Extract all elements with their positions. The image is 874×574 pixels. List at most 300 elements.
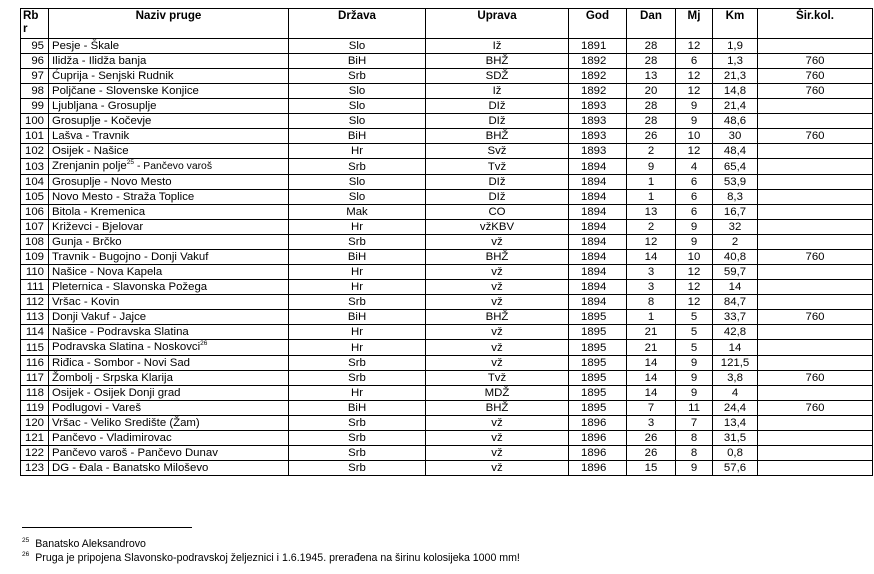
cell-uprava: vž <box>426 431 569 446</box>
cell-god: 1894 <box>569 295 627 310</box>
cell-uprava: vžKBV <box>426 220 569 235</box>
cell-uprava: DIž <box>426 99 569 114</box>
cell-drzava: Hr <box>289 386 426 401</box>
cell-mj: 5 <box>676 325 713 340</box>
cell-god: 1894 <box>569 235 627 250</box>
cell-sir: 760 <box>758 84 873 99</box>
cell-rbr: 106 <box>21 205 49 220</box>
cell-naziv: Vršac - Veliko Središte (Žam) <box>49 416 289 431</box>
cell-mj: 9 <box>676 386 713 401</box>
cell-mj: 9 <box>676 371 713 386</box>
cell-km: 3,8 <box>713 371 758 386</box>
cell-km: 30 <box>713 129 758 144</box>
table-row <box>21 190 873 205</box>
header-row <box>21 9 873 39</box>
cell-mj: 10 <box>676 129 713 144</box>
cell-km: 32 <box>713 220 758 235</box>
cell-mj: 6 <box>676 205 713 220</box>
cell-sir <box>758 265 873 280</box>
cell-dan: 28 <box>627 39 676 54</box>
cell-god: 1894 <box>569 265 627 280</box>
cell-god: 1892 <box>569 54 627 69</box>
cell-uprava: BHŽ <box>426 310 569 325</box>
cell-km: 42,8 <box>713 325 758 340</box>
cell-naziv: Pančevo varoš - Pančevo Dunav <box>49 446 289 461</box>
cell-uprava: DIž <box>426 114 569 129</box>
cell-km: 8,3 <box>713 190 758 205</box>
cell-dan: 26 <box>627 431 676 446</box>
cell-rbr: 115 <box>21 340 49 356</box>
footnote-number: 26 <box>22 551 30 559</box>
cell-km: 31,5 <box>713 431 758 446</box>
table-row <box>21 205 873 220</box>
cell-naziv: Lašva - Travnik <box>49 129 289 144</box>
cell-drzava: Hr <box>289 325 426 340</box>
cell-naziv: Riđica - Sombor - Novi Sad <box>49 356 289 371</box>
cell-mj: 9 <box>676 99 713 114</box>
cell-drzava: BiH <box>289 401 426 416</box>
cell-drzava: Slo <box>289 175 426 190</box>
cell-god: 1895 <box>569 310 627 325</box>
cell-god: 1892 <box>569 69 627 84</box>
cell-sir <box>758 280 873 295</box>
cell-sir: 760 <box>758 371 873 386</box>
cell-rbr: 108 <box>21 235 49 250</box>
cell-sir <box>758 220 873 235</box>
cell-naziv <box>49 340 289 356</box>
cell-naziv: Osijek - Osijek Donji grad <box>49 386 289 401</box>
cell-rbr: 122 <box>21 446 49 461</box>
cell-rbr: 99 <box>21 99 49 114</box>
cell-drzava: Hr <box>289 280 426 295</box>
table-row <box>21 114 873 129</box>
table-row <box>21 280 873 295</box>
cell-km: 48,4 <box>713 144 758 159</box>
cell-rbr: 101 <box>21 129 49 144</box>
cell-drzava: Hr <box>289 220 426 235</box>
cell-rbr: 113 <box>21 310 49 325</box>
cell-drzava: Srb <box>289 416 426 431</box>
cell-sir <box>758 325 873 340</box>
cell-naziv: Vršac - Kovin <box>49 295 289 310</box>
cell-mj: 12 <box>676 144 713 159</box>
cell-sir <box>758 386 873 401</box>
cell-naziv: Bitola - Kremenica <box>49 205 289 220</box>
cell-mj: 12 <box>676 84 713 99</box>
cell-dan: 28 <box>627 114 676 129</box>
cell-mj: 9 <box>676 114 713 129</box>
cell-rbr: 110 <box>21 265 49 280</box>
cell-sir <box>758 144 873 159</box>
header-naziv: Naziv pruge <box>49 9 289 39</box>
table-row <box>21 401 873 416</box>
footnote-ref: 25 <box>126 159 134 167</box>
cell-naziv: Podlugovi - Vareš <box>49 401 289 416</box>
header-km: Km <box>713 9 758 39</box>
cell-mj: 12 <box>676 69 713 84</box>
cell-uprava: BHŽ <box>426 129 569 144</box>
route-name: Zrenjanin polje <box>52 160 127 172</box>
cell-naziv: Žombolj - Srpska Klarija <box>49 371 289 386</box>
cell-dan: 28 <box>627 54 676 69</box>
header-drzava: Država <box>289 9 426 39</box>
cell-uprava: BHŽ <box>426 250 569 265</box>
cell-km: 14 <box>713 340 758 356</box>
cell-km: 14,8 <box>713 84 758 99</box>
header-god: God <box>569 9 627 39</box>
railway-table <box>20 8 873 476</box>
cell-dan: 8 <box>627 295 676 310</box>
cell-naziv: Ćuprija - Senjski Rudnik <box>49 69 289 84</box>
cell-drzava: BiH <box>289 250 426 265</box>
cell-sir <box>758 114 873 129</box>
cell-uprava: Svž <box>426 144 569 159</box>
header-rbr: Rb r <box>21 9 49 39</box>
table-row <box>21 175 873 190</box>
cell-uprava: DIž <box>426 175 569 190</box>
cell-km: 48,6 <box>713 114 758 129</box>
cell-dan: 3 <box>627 280 676 295</box>
cell-km: 53,9 <box>713 175 758 190</box>
cell-uprava: MDŽ <box>426 386 569 401</box>
table-row <box>21 371 873 386</box>
cell-naziv: Gunja - Brčko <box>49 235 289 250</box>
cell-uprava: CO <box>426 205 569 220</box>
cell-god: 1896 <box>569 446 627 461</box>
cell-naziv: DG - Đala - Banatsko Miloševo <box>49 461 289 476</box>
cell-god: 1893 <box>569 129 627 144</box>
cell-god: 1893 <box>569 114 627 129</box>
cell-god: 1895 <box>569 401 627 416</box>
cell-mj: 9 <box>676 235 713 250</box>
cell-km: 33,7 <box>713 310 758 325</box>
cell-uprava: vž <box>426 325 569 340</box>
cell-drzava: BiH <box>289 129 426 144</box>
cell-km: 2 <box>713 235 758 250</box>
table-row <box>21 265 873 280</box>
cell-sir: 760 <box>758 54 873 69</box>
cell-dan: 20 <box>627 84 676 99</box>
cell-rbr: 97 <box>21 69 49 84</box>
footnote <box>22 551 520 565</box>
cell-god: 1896 <box>569 416 627 431</box>
cell-naziv <box>49 159 289 175</box>
footnote-separator <box>22 527 192 528</box>
cell-rbr: 96 <box>21 54 49 69</box>
cell-god: 1895 <box>569 340 627 356</box>
cell-naziv: Ljubljana - Grosuplje <box>49 99 289 114</box>
cell-uprava: vž <box>426 340 569 356</box>
footnote-ref: 26 <box>200 340 208 348</box>
cell-uprava: Iž <box>426 84 569 99</box>
cell-mj: 5 <box>676 310 713 325</box>
footnote <box>22 537 520 551</box>
cell-dan: 12 <box>627 235 676 250</box>
cell-dan: 26 <box>627 446 676 461</box>
cell-dan: 9 <box>627 159 676 175</box>
cell-dan: 14 <box>627 356 676 371</box>
table-row <box>21 340 873 356</box>
cell-drzava: Slo <box>289 99 426 114</box>
cell-god: 1896 <box>569 431 627 446</box>
cell-mj: 8 <box>676 431 713 446</box>
cell-rbr: 119 <box>21 401 49 416</box>
cell-mj: 6 <box>676 175 713 190</box>
cell-km: 0,8 <box>713 446 758 461</box>
cell-mj: 11 <box>676 401 713 416</box>
cell-dan: 1 <box>627 190 676 205</box>
cell-uprava: vž <box>426 356 569 371</box>
cell-god: 1894 <box>569 280 627 295</box>
cell-god: 1894 <box>569 175 627 190</box>
cell-dan: 1 <box>627 175 676 190</box>
cell-dan: 2 <box>627 144 676 159</box>
cell-sir <box>758 99 873 114</box>
header-mj: Mj <box>676 9 713 39</box>
cell-sir <box>758 39 873 54</box>
cell-dan: 28 <box>627 99 676 114</box>
cell-naziv: Pleternica - Slavonska Požega <box>49 280 289 295</box>
cell-naziv: Našice - Podravska Slatina <box>49 325 289 340</box>
cell-god: 1894 <box>569 250 627 265</box>
cell-uprava: vž <box>426 235 569 250</box>
cell-dan: 2 <box>627 220 676 235</box>
table-row <box>21 310 873 325</box>
cell-drzava: BiH <box>289 54 426 69</box>
cell-drzava: BiH <box>289 310 426 325</box>
cell-uprava: vž <box>426 265 569 280</box>
cell-dan: 21 <box>627 325 676 340</box>
table-row <box>21 416 873 431</box>
table-row <box>21 220 873 235</box>
cell-sir <box>758 461 873 476</box>
cell-drzava: Srb <box>289 295 426 310</box>
cell-god: 1891 <box>569 39 627 54</box>
cell-uprava: vž <box>426 446 569 461</box>
footnotes <box>22 537 520 565</box>
cell-dan: 14 <box>627 386 676 401</box>
cell-naziv: Ilidža - Ilidža banja <box>49 54 289 69</box>
cell-drzava: Slo <box>289 39 426 54</box>
cell-naziv: Pančevo - Vladimirovac <box>49 431 289 446</box>
cell-dan: 3 <box>627 265 676 280</box>
footnote-text: Pruga je pripojena Slavonsko-podravskoj željeznici i 1.6.1945. prerađena na širinu kolosijeka 1000 mm! <box>35 552 520 564</box>
cell-naziv: Grosuplje - Kočevje <box>49 114 289 129</box>
cell-god: 1892 <box>569 84 627 99</box>
cell-km: 121,5 <box>713 356 758 371</box>
cell-rbr: 118 <box>21 386 49 401</box>
cell-drzava: Slo <box>289 114 426 129</box>
cell-drzava: Srb <box>289 159 426 175</box>
route-name-tail: - Pančevo varoš <box>136 161 213 172</box>
cell-km: 21,3 <box>713 69 758 84</box>
cell-drzava: Srb <box>289 371 426 386</box>
cell-km: 13,4 <box>713 416 758 431</box>
cell-km: 1,9 <box>713 39 758 54</box>
table-row <box>21 446 873 461</box>
cell-mj: 4 <box>676 159 713 175</box>
cell-sir: 760 <box>758 401 873 416</box>
cell-sir <box>758 340 873 356</box>
cell-rbr: 111 <box>21 280 49 295</box>
cell-sir <box>758 159 873 175</box>
cell-sir <box>758 356 873 371</box>
cell-rbr: 120 <box>21 416 49 431</box>
cell-km: 40,8 <box>713 250 758 265</box>
cell-mj: 12 <box>676 265 713 280</box>
table-row <box>21 69 873 84</box>
cell-sir <box>758 175 873 190</box>
cell-km: 65,4 <box>713 159 758 175</box>
cell-god: 1895 <box>569 325 627 340</box>
cell-god: 1896 <box>569 461 627 476</box>
table-row <box>21 356 873 371</box>
cell-km: 14 <box>713 280 758 295</box>
cell-dan: 1 <box>627 310 676 325</box>
cell-km: 84,7 <box>713 295 758 310</box>
cell-uprava: DIž <box>426 190 569 205</box>
cell-sir: 760 <box>758 129 873 144</box>
cell-sir: 760 <box>758 250 873 265</box>
cell-god: 1894 <box>569 190 627 205</box>
cell-rbr: 109 <box>21 250 49 265</box>
cell-sir <box>758 295 873 310</box>
cell-mj: 9 <box>676 356 713 371</box>
cell-drzava: Srb <box>289 431 426 446</box>
cell-mj: 9 <box>676 220 713 235</box>
cell-rbr: 114 <box>21 325 49 340</box>
cell-km: 59,7 <box>713 265 758 280</box>
cell-uprava: Tvž <box>426 159 569 175</box>
cell-god: 1894 <box>569 159 627 175</box>
cell-uprava: vž <box>426 280 569 295</box>
table-row <box>21 386 873 401</box>
footnote-number: 25 <box>22 537 30 545</box>
cell-god: 1895 <box>569 371 627 386</box>
cell-mj: 5 <box>676 340 713 356</box>
cell-dan: 21 <box>627 340 676 356</box>
cell-uprava: vž <box>426 461 569 476</box>
table-row <box>21 461 873 476</box>
table-row <box>21 295 873 310</box>
cell-naziv: Novo Mesto - Straža Toplice <box>49 190 289 205</box>
cell-rbr: 102 <box>21 144 49 159</box>
footnote-text: Banatsko Aleksandrovo <box>35 538 146 550</box>
cell-god: 1893 <box>569 99 627 114</box>
cell-rbr: 98 <box>21 84 49 99</box>
cell-rbr: 121 <box>21 431 49 446</box>
cell-naziv: Križevci - Bjelovar <box>49 220 289 235</box>
cell-rbr: 95 <box>21 39 49 54</box>
cell-dan: 7 <box>627 401 676 416</box>
cell-rbr: 103 <box>21 159 49 175</box>
cell-god: 1894 <box>569 205 627 220</box>
cell-rbr: 105 <box>21 190 49 205</box>
cell-km: 57,6 <box>713 461 758 476</box>
cell-drzava: Hr <box>289 144 426 159</box>
cell-sir <box>758 205 873 220</box>
cell-sir <box>758 431 873 446</box>
cell-mj: 12 <box>676 280 713 295</box>
cell-naziv: Travnik - Bugojno - Donji Vakuf <box>49 250 289 265</box>
cell-sir <box>758 235 873 250</box>
cell-drzava: Srb <box>289 446 426 461</box>
cell-naziv: Osijek - Našice <box>49 144 289 159</box>
cell-uprava: BHŽ <box>426 54 569 69</box>
cell-rbr: 104 <box>21 175 49 190</box>
cell-drzava: Slo <box>289 84 426 99</box>
cell-km: 4 <box>713 386 758 401</box>
cell-naziv: Grosuplje - Novo Mesto <box>49 175 289 190</box>
cell-dan: 13 <box>627 69 676 84</box>
cell-rbr: 123 <box>21 461 49 476</box>
cell-uprava: vž <box>426 295 569 310</box>
cell-god: 1894 <box>569 220 627 235</box>
header-uprava: Uprava <box>426 9 569 39</box>
cell-rbr: 107 <box>21 220 49 235</box>
table-row <box>21 325 873 340</box>
table-row <box>21 235 873 250</box>
table-row <box>21 144 873 159</box>
cell-dan: 13 <box>627 205 676 220</box>
cell-god: 1893 <box>569 144 627 159</box>
cell-mj: 9 <box>676 461 713 476</box>
table-row <box>21 129 873 144</box>
cell-mj: 7 <box>676 416 713 431</box>
cell-mj: 12 <box>676 295 713 310</box>
cell-god: 1895 <box>569 356 627 371</box>
cell-mj: 12 <box>676 39 713 54</box>
cell-dan: 3 <box>627 416 676 431</box>
cell-drzava: Hr <box>289 265 426 280</box>
table-row <box>21 54 873 69</box>
cell-drzava: Hr <box>289 340 426 356</box>
cell-rbr: 100 <box>21 114 49 129</box>
cell-drzava: Srb <box>289 235 426 250</box>
cell-km: 24,4 <box>713 401 758 416</box>
cell-naziv: Donji Vakuf - Jajce <box>49 310 289 325</box>
cell-naziv: Pesje - Škale <box>49 39 289 54</box>
table-row <box>21 250 873 265</box>
cell-sir <box>758 446 873 461</box>
cell-naziv: Našice - Nova Kapela <box>49 265 289 280</box>
cell-sir <box>758 416 873 431</box>
table-row <box>21 159 873 175</box>
cell-dan: 15 <box>627 461 676 476</box>
cell-drzava: Srb <box>289 461 426 476</box>
table-row <box>21 84 873 99</box>
cell-naziv: Poljčane - Slovenske Konjice <box>49 84 289 99</box>
cell-drzava: Srb <box>289 69 426 84</box>
cell-drzava: Mak <box>289 205 426 220</box>
cell-uprava: vž <box>426 416 569 431</box>
cell-god: 1895 <box>569 386 627 401</box>
cell-dan: 26 <box>627 129 676 144</box>
cell-uprava: BHŽ <box>426 401 569 416</box>
cell-mj: 6 <box>676 190 713 205</box>
cell-mj: 10 <box>676 250 713 265</box>
cell-uprava: SDŽ <box>426 69 569 84</box>
route-name: Podravska Slatina - Noskovci <box>52 341 201 353</box>
cell-rbr: 112 <box>21 295 49 310</box>
cell-mj: 8 <box>676 446 713 461</box>
cell-sir <box>758 190 873 205</box>
cell-dan: 14 <box>627 250 676 265</box>
cell-uprava: Tvž <box>426 371 569 386</box>
cell-km: 16,7 <box>713 205 758 220</box>
cell-km: 21,4 <box>713 99 758 114</box>
cell-mj: 6 <box>676 54 713 69</box>
